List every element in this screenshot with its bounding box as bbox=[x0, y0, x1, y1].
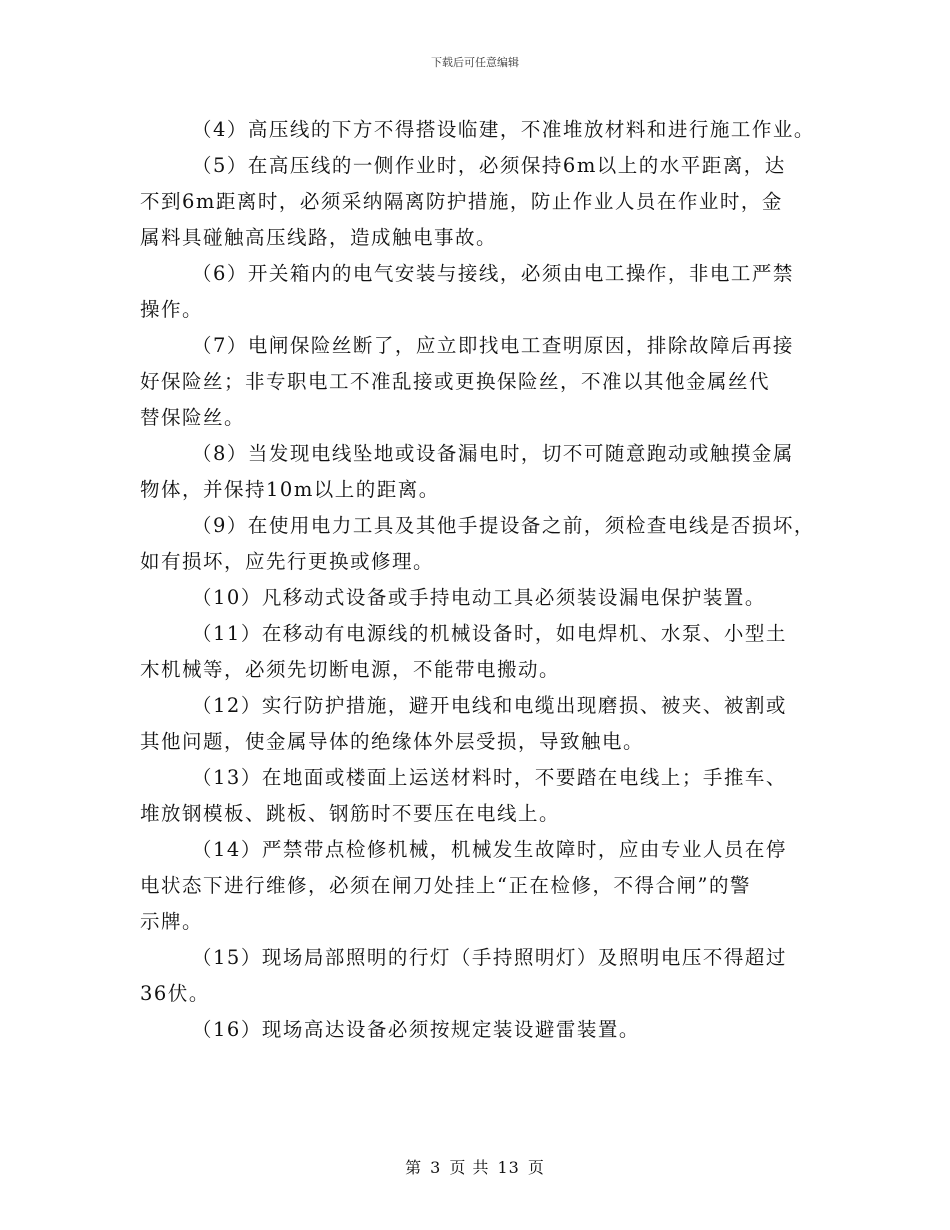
paragraph-line: 如有损坏，应先行更换或修理。 bbox=[140, 550, 435, 573]
paragraph-line: （14）严禁带点检修机械，机械发生故障时，应由专业人员在停 bbox=[192, 838, 787, 861]
page-footer bbox=[0, 1155, 950, 1178]
paragraph-13 bbox=[140, 760, 830, 832]
paragraph-line: （9）在使用电力工具及其他手提设备之前，须检查电线是否损坏， bbox=[192, 514, 815, 537]
paragraph-line: （15）现场局部照明的行灯（手持照明灯）及照明电压不得超过 bbox=[192, 946, 787, 969]
paragraph-line: 示牌。 bbox=[140, 910, 204, 933]
paragraph-line: 好保险丝；非专职电工不准乱接或更换保险丝，不准以其他金属丝代 bbox=[140, 370, 771, 393]
paragraph-line: （8）当发现电线坠地或设备漏电时，切不可随意跑动或触摸金属 bbox=[192, 442, 794, 465]
paragraph-7 bbox=[140, 328, 830, 436]
paragraph-10 bbox=[140, 580, 830, 616]
paragraph-9 bbox=[140, 508, 830, 580]
paragraph-line: 其他问题，使金属导体的绝缘体外层受损，导致触电。 bbox=[140, 730, 645, 753]
total-pages: 13 bbox=[497, 1158, 520, 1177]
paragraph-line: 不到6m距离时，必须采纳隔离防护措施，防止作业人员在作业时，金 bbox=[140, 190, 783, 213]
paragraph-line: （7）电闸保险丝断了，应立即找电工查明原因，排除故障后再接 bbox=[192, 334, 794, 357]
page-header: 下载后可任意编辑 bbox=[431, 56, 519, 69]
paragraph-line: 木机械等，必须先切断电源，不能带电搬动。 bbox=[140, 658, 561, 681]
paragraph-line: （13）在地面或楼面上运送材料时，不要踏在电线上；手推车、 bbox=[192, 766, 787, 789]
paragraph-line: 堆放钢模板、跳板、钢筋时不要压在电线上。 bbox=[140, 802, 561, 825]
paragraph-15 bbox=[140, 940, 830, 1012]
paragraph-5 bbox=[140, 148, 830, 256]
paragraph-16 bbox=[140, 1012, 830, 1048]
paragraph-14 bbox=[140, 832, 830, 940]
paragraph-line: 操作。 bbox=[140, 298, 204, 321]
paragraph-line: （16）现场高达设备必须按规定装设避雷装置。 bbox=[192, 1018, 640, 1041]
paragraph-line: （12）实行防护措施，避开电线和电缆出现磨损、被夹、被割或 bbox=[192, 694, 787, 717]
paragraph-line: 替保险丝。 bbox=[140, 406, 246, 429]
paragraph-line: 36伏。 bbox=[140, 982, 210, 1005]
paragraph-line: （5）在高压线的一侧作业时，必须保持6m以上的水平距离，达 bbox=[192, 154, 786, 177]
paragraph-12 bbox=[140, 688, 830, 760]
paragraph-line: （6）开关箱内的电气安装与接线，必须由电工操作，非电工严禁 bbox=[192, 262, 794, 285]
paragraph-line: 属料具碰触高压线路，造成触电事故。 bbox=[140, 226, 498, 249]
document-body bbox=[140, 112, 830, 1048]
page-number: 3 bbox=[430, 1158, 442, 1177]
paragraph-line: 物体，并保持10m以上的距离。 bbox=[140, 478, 440, 501]
paragraph-8 bbox=[140, 436, 830, 508]
paragraph-line: （11）在移动有电源线的机械设备时，如电焊机、水泵、小型土 bbox=[192, 622, 787, 645]
paragraph-6 bbox=[140, 256, 830, 328]
paragraph-11 bbox=[140, 616, 830, 688]
footer-mid: 页 共 bbox=[449, 1158, 490, 1177]
paragraph-line: （4）高压线的下方不得搭设临建，不准堆放材料和进行施工作业。 bbox=[192, 118, 815, 141]
footer-suffix: 页 bbox=[527, 1158, 545, 1177]
footer-prefix: 第 bbox=[405, 1158, 423, 1177]
paragraph-line: （10）凡移动式设备或手持电动工具必须装设漏电保护装置。 bbox=[192, 586, 766, 609]
paragraph-4 bbox=[140, 112, 830, 148]
paragraph-line: 电状态下进行维修，必须在闸刀处挂上“正在检修，不得合闸”的警 bbox=[140, 874, 751, 897]
